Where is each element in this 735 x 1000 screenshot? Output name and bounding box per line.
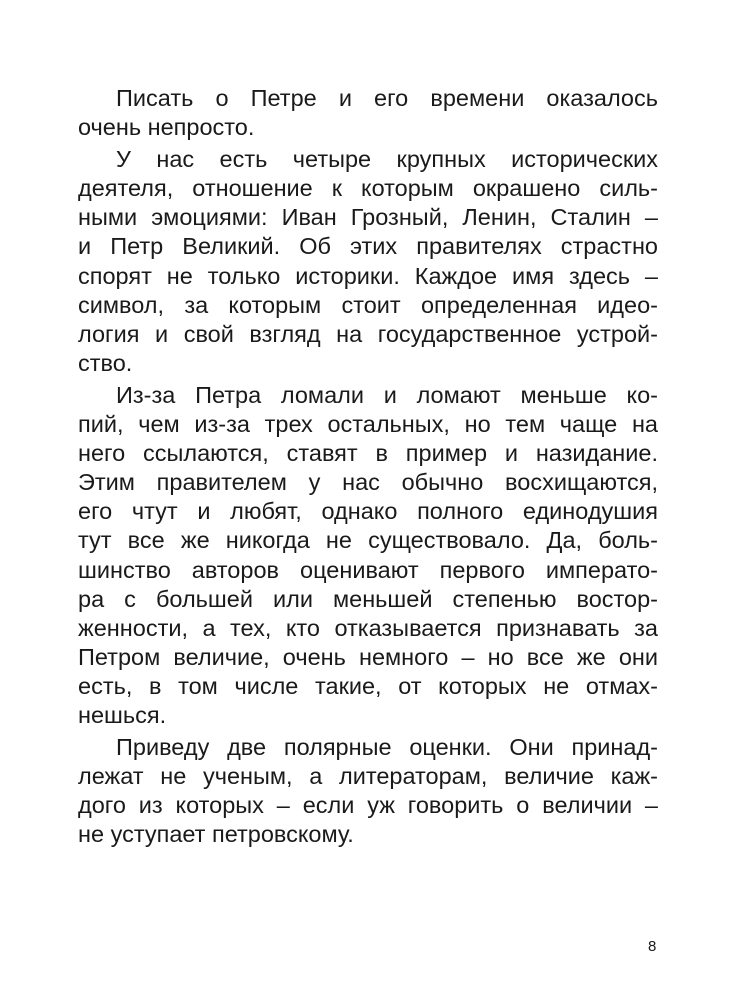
text-line: ство.	[78, 349, 133, 376]
text-line: ра с большей или меньшей степенью востор-	[78, 585, 658, 612]
paragraph-2	[78, 145, 658, 378]
text-line: ными эмоциями: Иван Грозный, Ленин, Сталин –	[78, 204, 658, 231]
body-text	[78, 84, 658, 849]
text-line: его чтут и любят, однако полного единодушия	[78, 498, 658, 525]
text-line: Этим правителем у нас обычно восхищаются,	[78, 469, 658, 496]
page-number: 8	[648, 938, 657, 955]
text-line: есть, в том числе такие, от которых не отмах-	[78, 672, 658, 699]
text-line: пий, чем из-за трех остальных, но тем чаще на	[78, 411, 658, 438]
text-line: деятеля, отношение к которым окрашено силь-	[78, 175, 658, 202]
text-line: дого из которых – если уж говорить о величии –	[78, 792, 658, 819]
text-line: шинство авторов оценивают первого императо-	[78, 556, 658, 583]
text-line: тут все же никогда не существовало. Да, боль-	[78, 527, 658, 554]
text-line: очень непросто.	[78, 114, 255, 141]
text-line: лежат не ученым, а литераторам, величие каж-	[78, 763, 658, 790]
text-line: Писать о Петре и его времени оказалось	[116, 85, 658, 111]
text-line: Приведу две полярные оценки. Они принад-	[116, 734, 658, 761]
text-line: нешься.	[78, 701, 167, 728]
text-line: не уступает петровскому.	[78, 821, 354, 848]
text-line: и Петр Великий. Об этих правителях страстно	[78, 233, 658, 260]
text-line: Из-за Петра ломали и ломают меньше ко-	[116, 381, 658, 408]
text-line: У нас есть четыре крупных исторических	[116, 146, 658, 173]
paragraph-1	[78, 84, 658, 142]
text-line: спорят не только историки. Каждое имя здесь –	[78, 262, 658, 289]
text-line: него ссылаются, ставят в пример и назидание.	[78, 440, 658, 467]
text-line: логия и свой взгляд на государственное устрой-	[78, 320, 658, 347]
text-line: женности, а тех, кто отказывается признавать за	[78, 614, 658, 641]
paragraph-3	[78, 381, 658, 730]
text-line: символ, за которым стоит определенная идео-	[78, 291, 658, 318]
text-line: Петром величие, очень немного – но все же они	[78, 643, 658, 670]
paragraph-4	[78, 733, 658, 849]
